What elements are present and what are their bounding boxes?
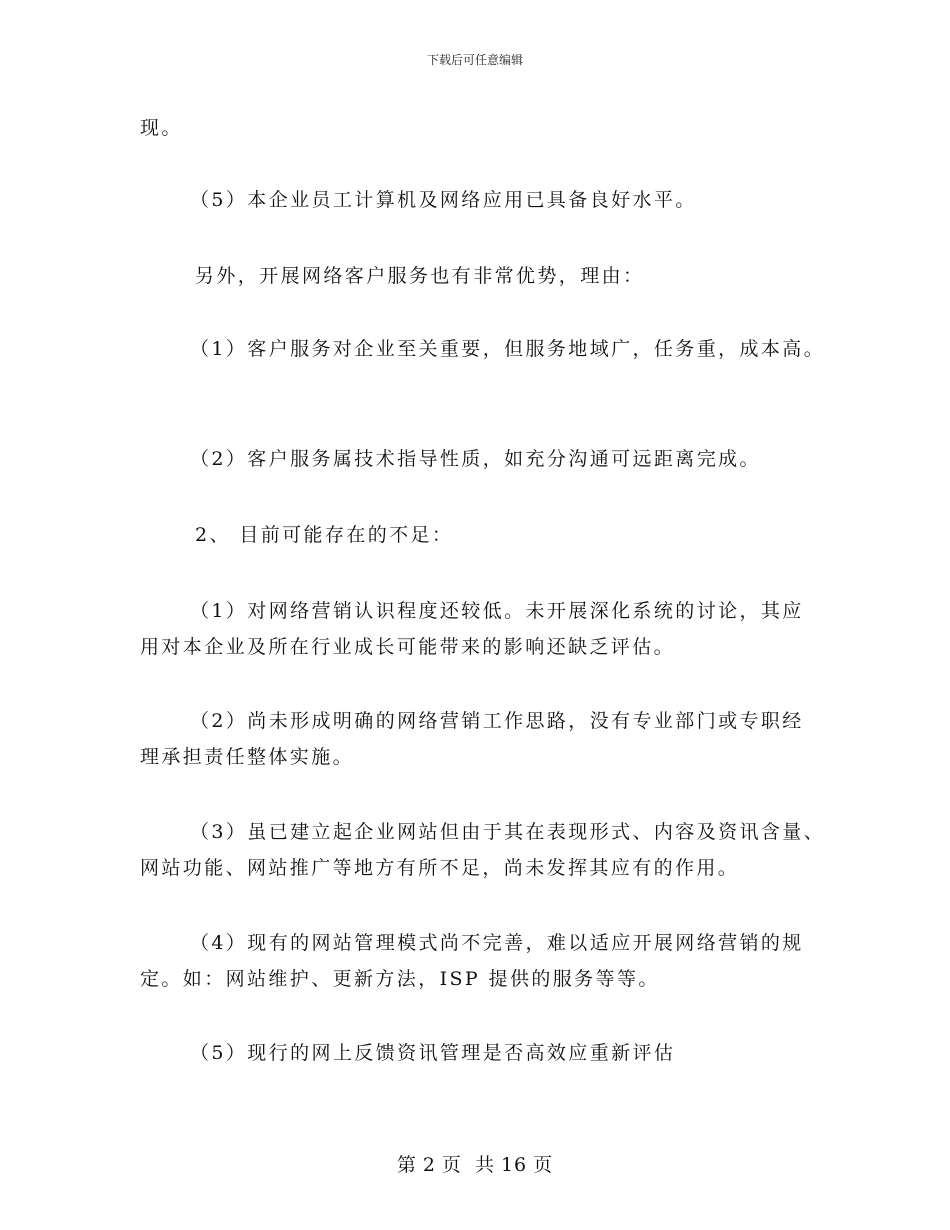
paragraph-item-5-advantage: [140, 182, 890, 218]
text-line: 理承担责任整体实施。: [140, 746, 355, 768]
page-header: 下载后可任意编辑: [426, 53, 523, 67]
footer-prefix: 第: [396, 1154, 417, 1176]
text-line: 现。: [140, 117, 183, 139]
text-line: （2）尚未形成明确的网络营销工作思路，没有专业部门或专职经: [190, 710, 804, 732]
footer-middle: 页 共: [441, 1154, 495, 1176]
paragraph-shortcoming-1: [140, 593, 840, 665]
paragraph-intro-customer-service: [195, 258, 895, 294]
text-line: 定。如：网站维护、更新方法，ISP 提供的服务等等。: [140, 968, 660, 990]
text-line: 用对本企业及所在行业成长可能带来的影响还缺乏评估。: [140, 636, 676, 658]
text-line: 另外，开展网络客户服务也有非常优势，理由：: [195, 265, 645, 287]
current-page-number: 2: [422, 1154, 436, 1176]
paragraph-shortcoming-4: [140, 925, 840, 997]
section-heading-shortcomings: [195, 517, 895, 553]
text-line: 网站功能、网站推广等地方有所不足，尚未发挥其应有的作用。: [140, 857, 740, 879]
paragraph-shortcoming-5: [140, 1035, 890, 1071]
paragraph-shortcoming-3: [140, 814, 840, 886]
text-line: （1）对网络营销认识程度还较低。未开展深化系统的讨论，其应: [190, 600, 804, 622]
text-line: （3）虽已建立起企业网站但由于其在表现形式、内容及资讯含量、: [190, 821, 826, 843]
text-line: （2）客户服务属技术指导性质，如充分沟通可远距离完成。: [190, 448, 761, 470]
footer-suffix: 页: [533, 1154, 554, 1176]
total-pages-number: 16: [500, 1154, 528, 1176]
text-line: （5）现行的网上反馈资讯管理是否高效应重新评估: [190, 1042, 676, 1064]
page-number-footer: [0, 1153, 950, 1177]
text-line: （1）客户服务对企业至关重要，但服务地域广，任务重，成本高。: [190, 338, 826, 360]
paragraph-service-reason-2: [140, 441, 890, 477]
paragraph-continuation: [140, 110, 840, 146]
text-line: 2、 目前可能存在的不足：: [195, 524, 454, 546]
paragraph-service-reason-1: [140, 331, 890, 367]
text-line: （5）本企业员工计算机及网络应用已具备良好水平。: [190, 189, 697, 211]
paragraph-shortcoming-2: [140, 703, 840, 775]
text-line: （4）现有的网站管理模式尚不完善，难以适应开展网络营销的规: [190, 932, 804, 954]
